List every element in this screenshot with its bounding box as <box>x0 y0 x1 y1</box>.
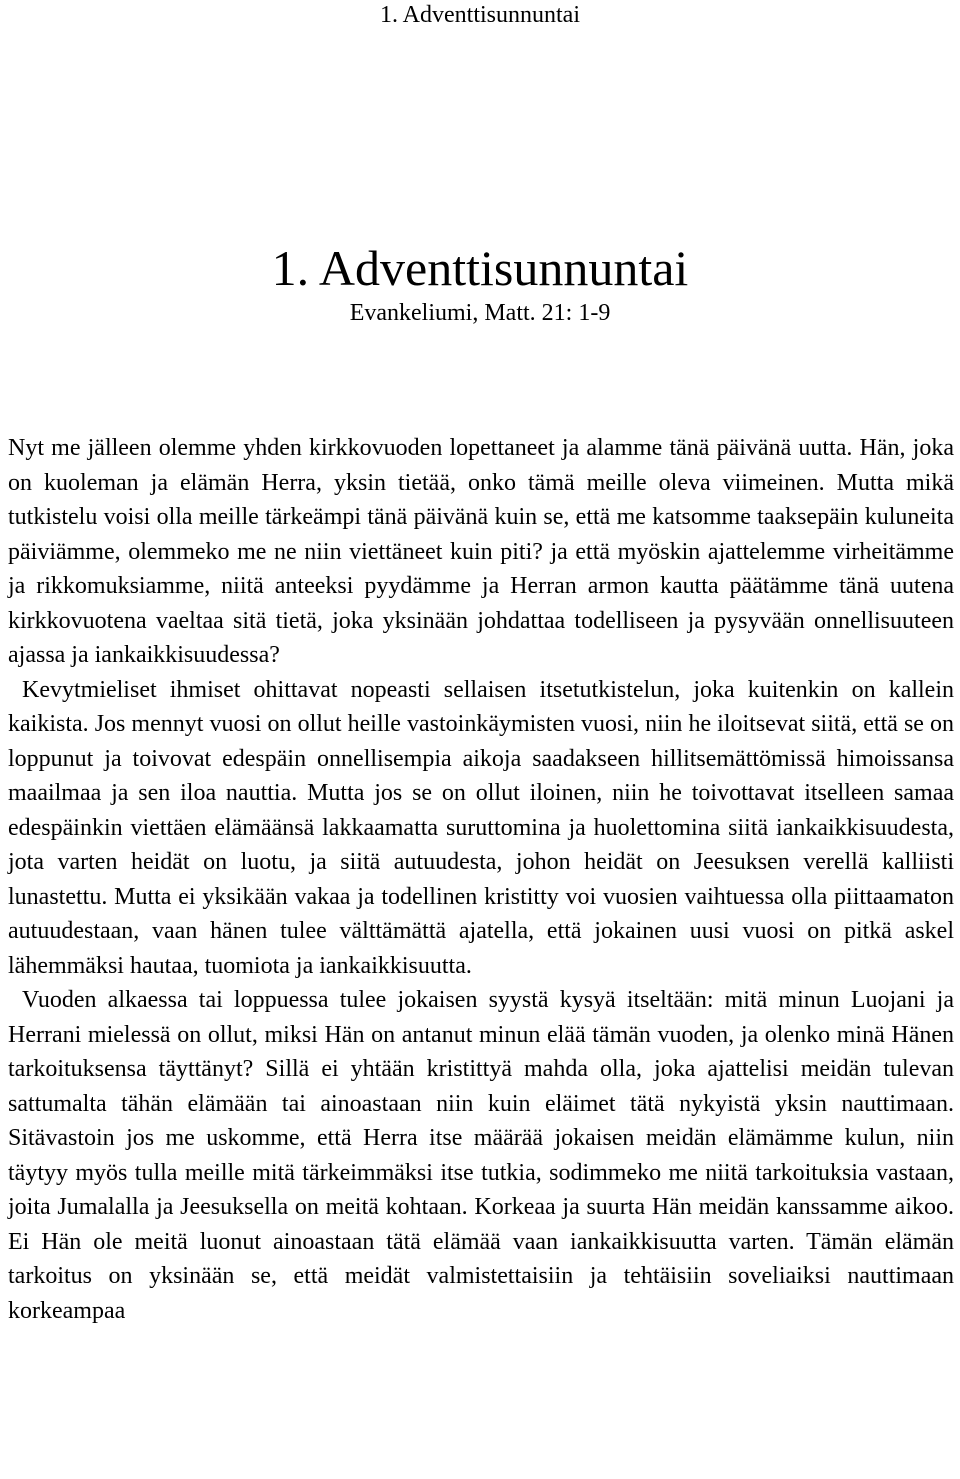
scripture-reference: Evankeliumi, Matt. 21: 1-9 <box>349 300 611 326</box>
body-text <box>8 431 954 1328</box>
page-title: 1. Adventtisunnuntai <box>271 240 689 296</box>
paragraph-3: Vuoden alkaessa tai loppuessa tulee jokaisen syystä kysyä itseltään: mitä minun Luojani ja Herrani mielessä on ollut, miksi Hän on antanut minun elää tämän vuoden, ja olenko minä Hänen tarkoituksensa täyttänyt? Sillä ei yhtään kristittyä mahda olla, joka ajattelisi meidän tulevan sattumalta tähän elämään tai ainoastaan niin kuin eläimet tätä nykyistä yksin nauttimaan. Sitävastoin jos me uskomme, että Herra itse määrää jokaisen meidän elämämme kulun, niin täytyy myös tulla meille mitä tärkeimmäksi itse tutkia, sodimmeko me niitä tarkoituksia vastaan, joita Jumalalla ja Jeesuksella on meitä kohtaan. Korkeaa ja suurta Hän meidän kanssamme aikoo. Ei Hän ole meitä luonut ainoastaan tätä elämää vaan iankaikkisuutta varten. Tämän elämän tarkoitus on yksinään se, että meidät valmistettaisiin ja tehtäisiin soveliaiksi nauttimaan korkeampaa <box>8 987 954 1324</box>
paragraph-2: Kevytmieliset ihmiset ohittavat nopeasti sellaisen itsetutkistelun, joka kuitenkin on kallein kaikista. Jos mennyt vuosi on ollut heille vastoinkäymisten vuosi, niin he iloitsevat siitä, että se on loppunut ja toivovat edespäin onnellisempia aikoja saadakseen hillitsemättömissä himoissansa maailmaa ja sen iloa nauttia. Mutta jos se on ollut iloinen, niin he toivottavat itselleen samaa edespäinkin viettäen elämäänsä lakkaamatta suruttomina ja huolettomina siitä iankaikkisuudesta, jota varten heidät on luotu, ja siitä autuudesta, johon heidät on Jeesuksen verellä kalliisti lunastettu. Mutta ei yksikään vakaa ja todellinen kristitty voi vuosien vaihtuessa olla piittaamaton autuudestaan, vaan hänen tulee välttämättä ajatella, että jokainen uusi vuosi on pitkä askel lähemmäksi hautaa, tuomiota ja iankaikkisuutta. <box>8 676 954 979</box>
paragraph-1: Nyt me jälleen olemme yhden kirkkovuoden lopettaneet ja alamme tänä päivänä uutta. Hän, joka on kuoleman ja elämän Herra, yksin tietää, onko tämä meille oleva viimeinen. Mutta mikä tutkistelu voisi olla meille tärkeämpi tänä päivänä kuin se, että me katsomme taaksepäin kuluneita päiviämme, olemmeko me ne niin viettäneet kuin piti? ja että myöskin ajattelemme virheitämme ja rikkomuksiamme, niitä anteeksi pyydämme ja Herran armon kautta päätämme tänä uutena kirkkovuotena vaeltaa sitä tietä, joka yksinään johdattaa todelliseen ja pysyvään onnellisuuteen ajassa ja iankaikkisuudessa? <box>8 435 954 668</box>
running-header: 1. Adventtisunnuntai <box>380 2 580 28</box>
